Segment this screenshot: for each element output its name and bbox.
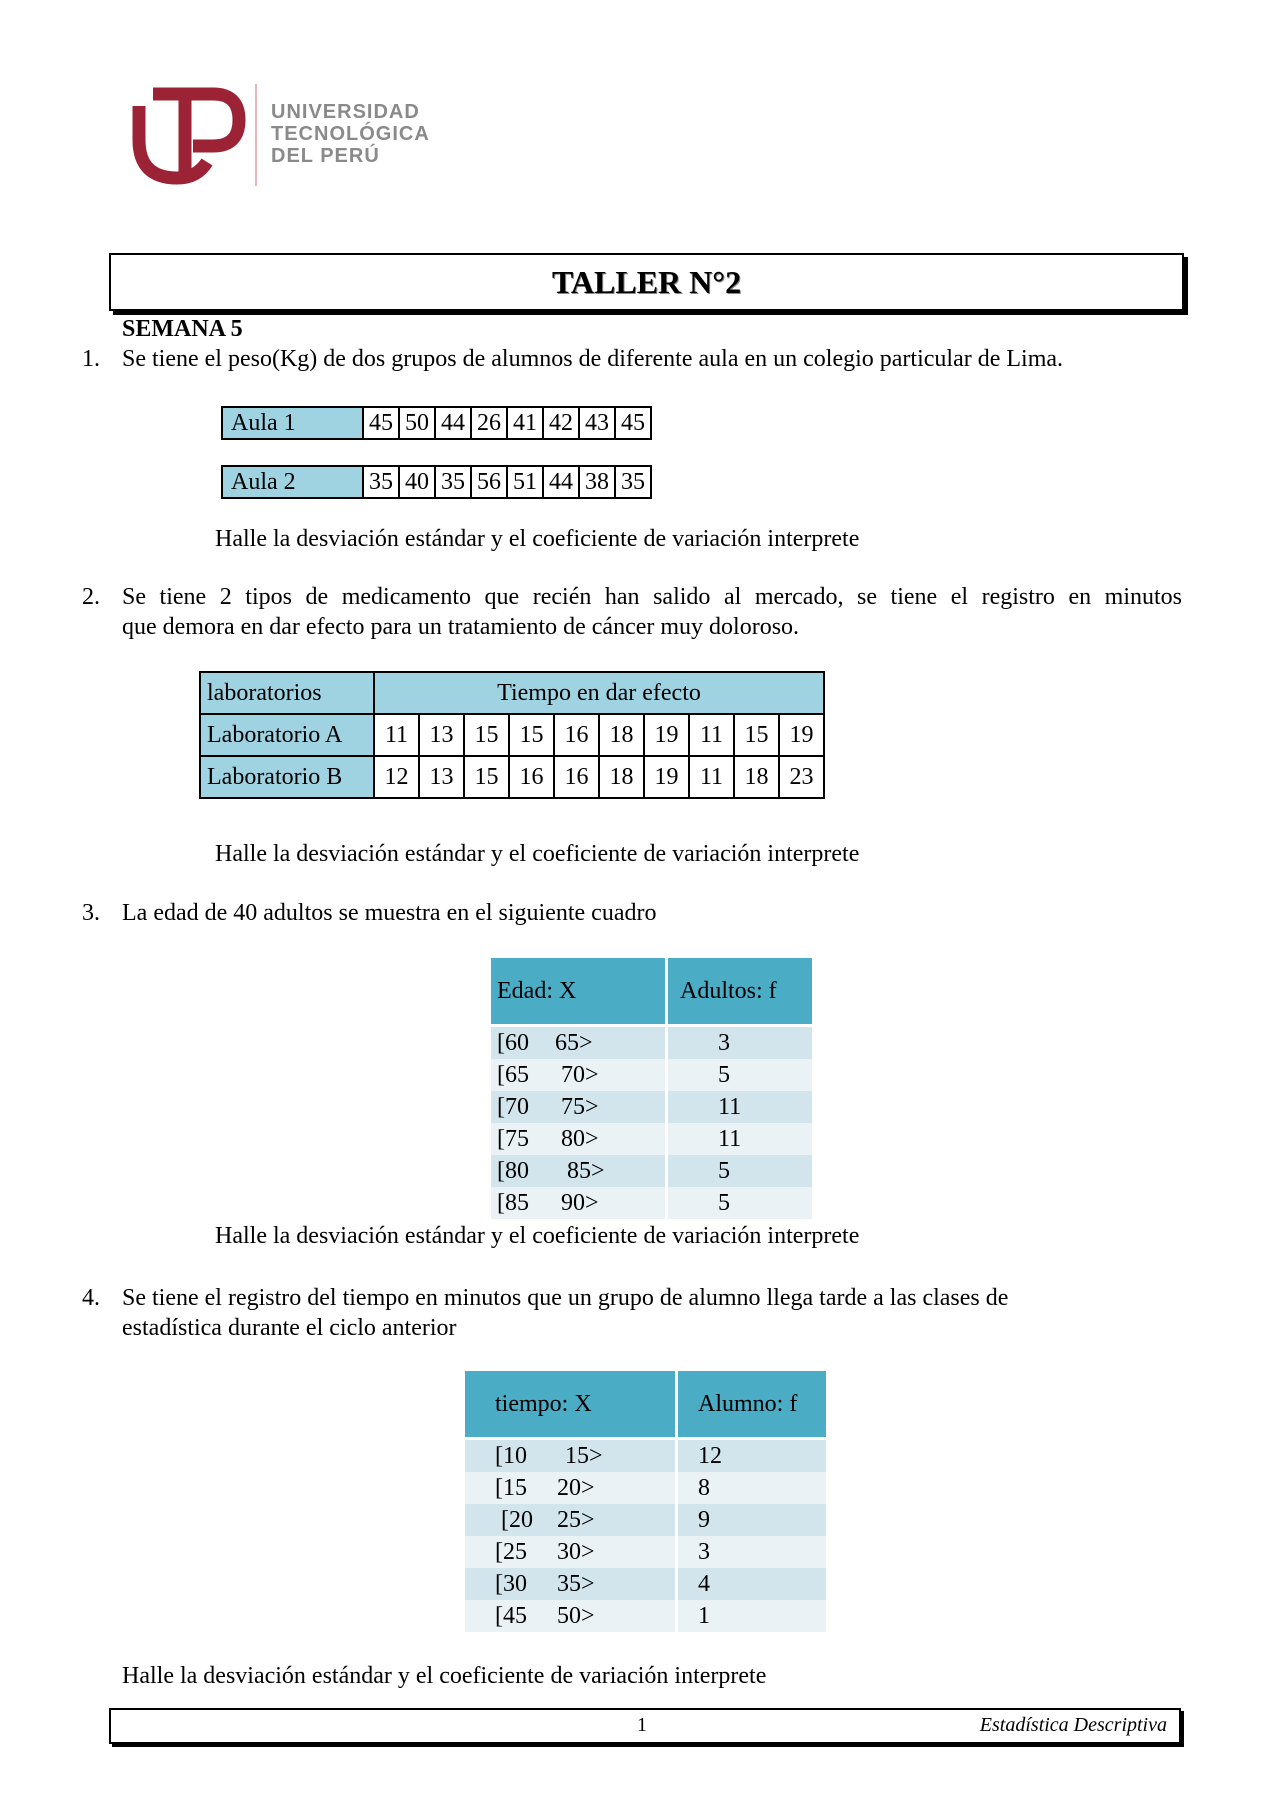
interval-high: 70> [561,1061,599,1088]
interval-low: [85 [497,1189,529,1216]
cell: 38 [579,466,615,498]
question-text: Se tiene el peso(Kg) de dos grupos de alumnos de diferente aula en un colegio particular de Lima. [122,346,1064,372]
course-name: Estadística Descriptiva [979,1714,1167,1736]
table-header-row [200,672,824,714]
cell: 15 [509,714,554,756]
week-label [122,314,243,344]
cell: 11 [689,756,734,798]
interval-low: [75 [497,1125,529,1152]
frequency: 4 [677,1568,827,1600]
question-number: 1. [82,346,100,372]
cell: 18 [734,756,779,798]
cell: 19 [644,714,689,756]
frequency: 11 [667,1091,813,1123]
cell: 11 [374,714,419,756]
cell: 45 [363,407,399,439]
utp-logo [125,80,247,188]
interval-high: 15> [565,1442,603,1469]
frequency: 1 [677,1600,827,1632]
row-label: Aula 1 [222,407,363,439]
tiempo-table [465,1371,826,1632]
cell: 44 [435,407,471,439]
cell: 13 [419,756,464,798]
cell: 16 [554,756,599,798]
question-number: 4. [82,1285,100,1311]
question-2 [82,582,1182,640]
interval-high: 85> [567,1157,605,1184]
cell: 50 [399,407,435,439]
cell: 19 [779,714,824,756]
cell: 44 [543,466,579,498]
page-number: 1 [637,1714,647,1736]
interval-high: 50> [557,1602,595,1629]
table-row [200,714,824,756]
university-name [271,101,430,167]
cell: 43 [579,407,615,439]
table-row [222,466,651,498]
laboratorios-table [199,671,825,799]
table-row [491,1059,812,1091]
table-row [465,1568,826,1600]
table-row [465,1504,826,1536]
interval-low: [65 [497,1061,529,1088]
table-row [491,1155,812,1187]
university-line-1: UNIVERSIDAD [271,101,420,123]
frequency: 5 [667,1155,813,1187]
interval-low: [80 [497,1157,529,1184]
cell: 45 [615,407,651,439]
table-row [200,756,824,798]
cell: 15 [734,714,779,756]
row-label: Aula 2 [222,466,363,498]
university-line-3: DEL PERÚ [271,145,380,167]
cell: 41 [507,407,543,439]
interval-low: [60 [497,1029,529,1056]
cell: 23 [779,756,824,798]
question-text-line-1: Se tiene 2 tipos de medicamento que recién han salido al mercado, se tiene el registro en minutos [122,584,1182,610]
question-text-line-2: estadística durante el ciclo anterior [122,1315,457,1341]
col-header-f: Alumno: f [677,1371,827,1439]
question-1 [82,344,1182,374]
cell: 16 [554,714,599,756]
university-line-2: TECNOLÓGICA [271,123,430,145]
interval-low: [10 [495,1442,527,1469]
instruction-3: Halle la desviación estándar y el coeficiente de variación interprete [215,1223,860,1249]
table-row [465,1439,826,1473]
cell: 15 [464,714,509,756]
utp-logo-mark [125,80,247,188]
cell: 35 [615,466,651,498]
cell: 51 [507,466,543,498]
table-header-row [491,958,812,1026]
cell: 18 [599,756,644,798]
row-label: Laboratorio B [200,756,374,798]
page-title: TALLER N°2 [551,263,742,300]
interval-high: 90> [561,1189,599,1216]
edad-table [491,958,812,1219]
interval-high: 75> [561,1093,599,1120]
table-row [465,1472,826,1504]
interval-low: [25 [495,1538,527,1565]
interval-high: 65> [555,1029,593,1056]
cell: 56 [471,466,507,498]
page-footer [109,1708,1181,1744]
cell: 35 [363,466,399,498]
instruction-2: Halle la desviación estándar y el coeficiente de variación interprete [215,841,860,867]
cell: 12 [374,756,419,798]
question-text-line-2: que demora en dar efecto para un tratamiento de cáncer muy doloroso. [122,614,800,640]
interval-low: [70 [497,1093,529,1120]
table-row [491,1123,812,1155]
logo-divider [255,84,257,186]
table-row [491,1187,812,1219]
table-row [222,407,651,439]
interval-high: 80> [561,1125,599,1152]
row-label: Laboratorio A [200,714,374,756]
frequency: 12 [677,1439,827,1473]
table-row [465,1536,826,1568]
cell: 19 [644,756,689,798]
frequency: 5 [667,1187,813,1219]
instruction-4: Halle la desviación estándar y el coeficiente de variación interprete [122,1663,767,1689]
col-header-x: tiempo: X [465,1371,677,1439]
table-row [465,1600,826,1632]
question-text-line-1: Se tiene el registro del tiempo en minutos que un grupo de alumno llega tarde a las clases de [122,1285,1009,1311]
interval-low: [20 [501,1506,533,1533]
col-header-x: Edad: X [491,958,667,1026]
cell: 16 [509,756,554,798]
interval-high: 25> [557,1506,595,1533]
interval-high: 20> [557,1474,595,1501]
table-row [491,1026,812,1060]
table-row [491,1091,812,1123]
frequency: 3 [667,1026,813,1060]
header-values: Tiempo en dar efecto [374,672,824,714]
question-3 [82,898,1182,928]
frequency: 8 [677,1472,827,1504]
aula-2-table [221,465,652,499]
week-text: SEMANA 5 [122,316,243,342]
question-text: La edad de 40 adultos se muestra en el siguiente cuadro [122,900,657,926]
header-label: laboratorios [200,672,374,714]
cell: 42 [543,407,579,439]
cell: 18 [599,714,644,756]
interval-high: 30> [557,1538,595,1565]
cell: 11 [689,714,734,756]
interval-low: [30 [495,1570,527,1597]
cell: 15 [464,756,509,798]
cell: 13 [419,714,464,756]
frequency: 9 [677,1504,827,1536]
instruction-1: Halle la desviación estándar y el coeficiente de variación interprete [215,526,860,552]
question-4 [82,1283,1182,1341]
frequency: 5 [667,1059,813,1091]
interval-high: 35> [557,1570,595,1597]
cell: 26 [471,407,507,439]
table-header-row [465,1371,826,1439]
aula-1-table [221,406,652,440]
cell: 35 [435,466,471,498]
question-number: 3. [82,900,100,926]
frequency: 11 [667,1123,813,1155]
frequency: 3 [677,1536,827,1568]
col-header-f: Adultos: f [667,958,813,1026]
question-number: 2. [82,584,100,610]
cell: 40 [399,466,435,498]
title-box [109,253,1184,311]
interval-low: [15 [495,1474,527,1501]
interval-low: [45 [495,1602,527,1629]
